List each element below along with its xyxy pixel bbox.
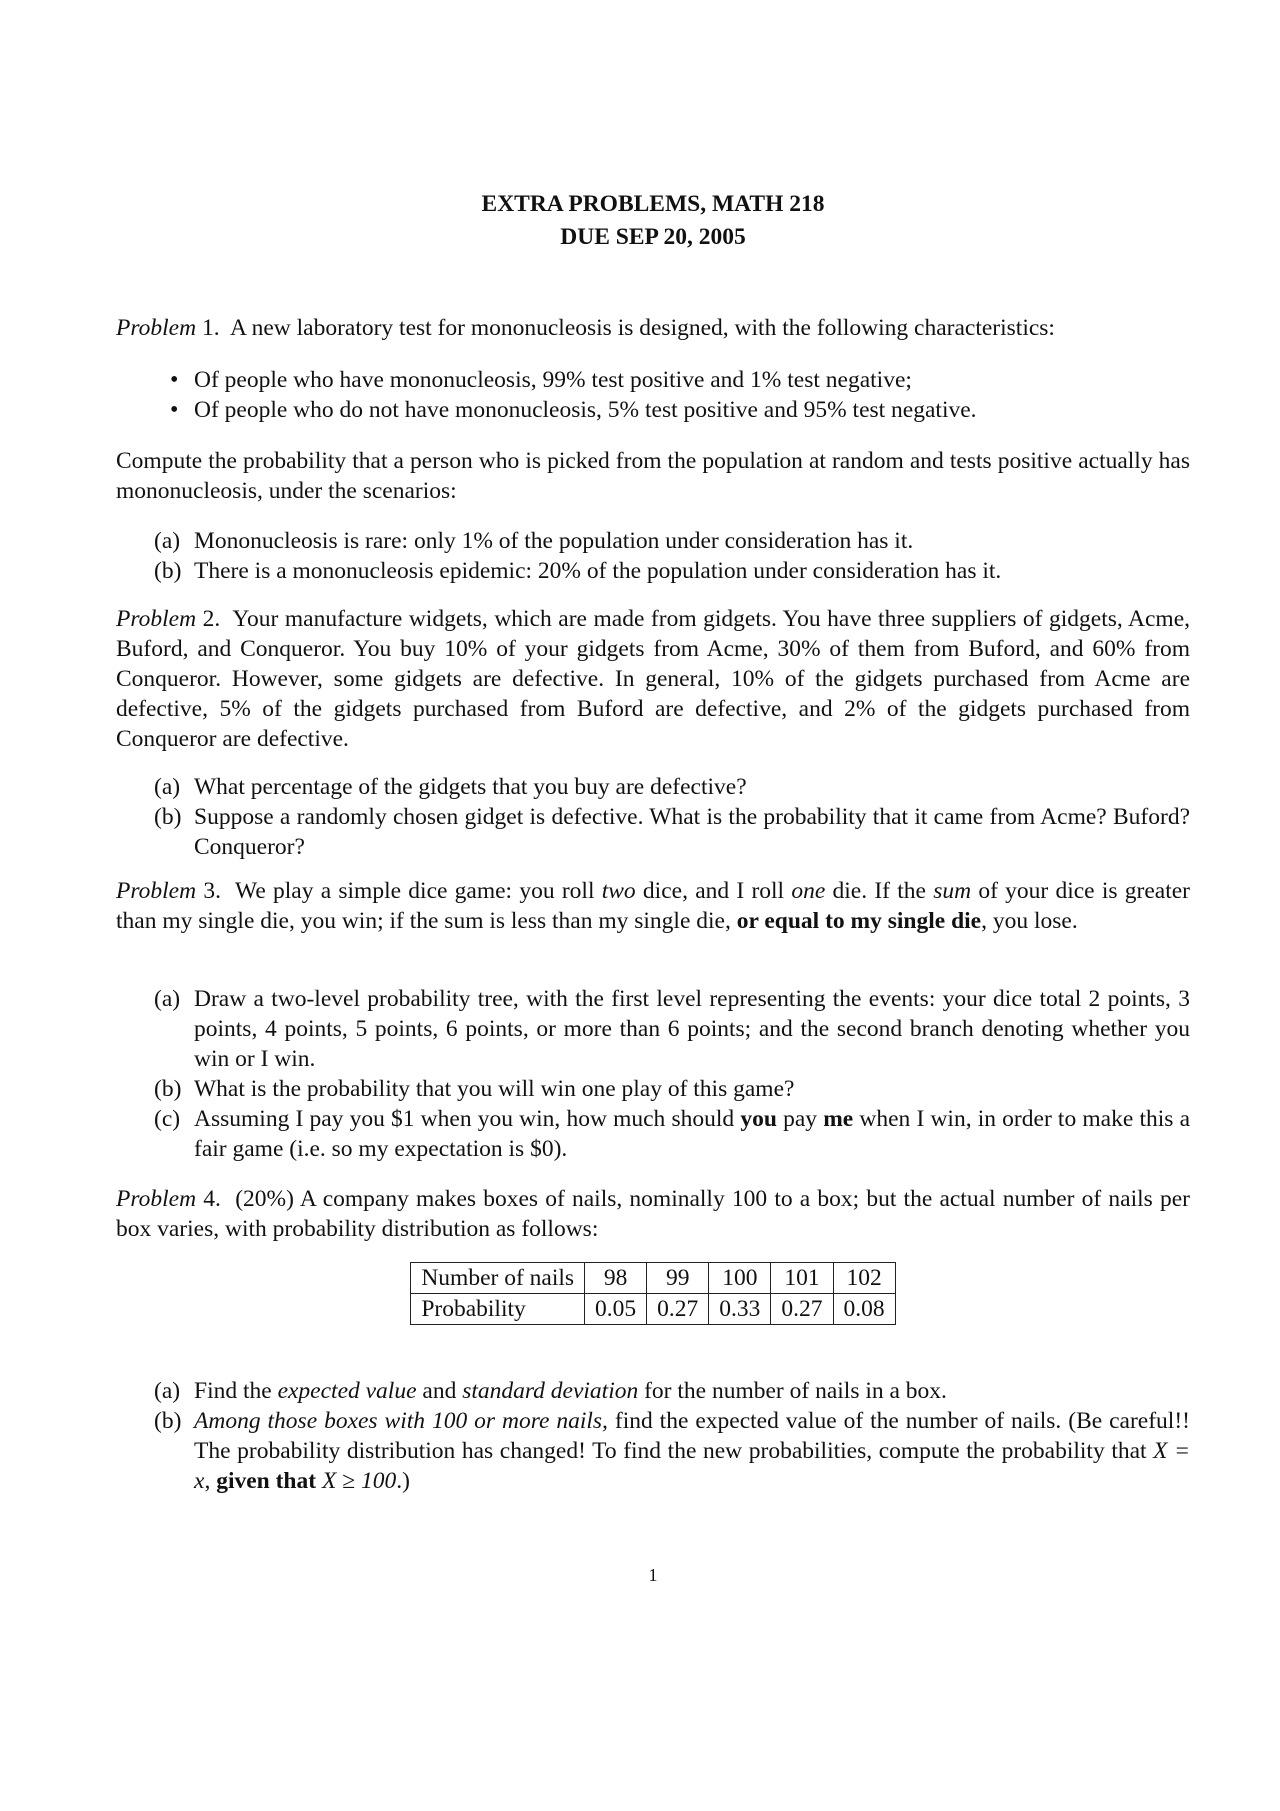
nails-distribution-table <box>410 1262 895 1325</box>
list-item: (a) Draw a two-level probability tree, with the first level representing the events: your dice total 2 points, 3 points, 4 points, 5 points, 6 points, or more than 6 points; and the second branch denoting whether you win or I win. <box>154 986 1190 1072</box>
problem-4-text: Problem 4. (20%) A company makes boxes of nails, nominally 100 to a box; but the actual number of nails per box varies, with probability distribution as follows: <box>116 1186 1190 1242</box>
problem-4 <box>116 1184 1190 1244</box>
list-item: (a) Find the expected value and standard deviation for the number of nails in a box. <box>154 1378 947 1404</box>
page-number: 1 <box>648 1565 658 1585</box>
problem-1 <box>116 313 1190 343</box>
problem-3 <box>116 876 1190 936</box>
problem-2-parts <box>116 772 1190 862</box>
problem-3-parts <box>116 984 1190 1164</box>
list-item: (b) There is a mononucleosis epidemic: 20% of the population under consideration has it. <box>154 558 1002 584</box>
table-cell: 0.33 <box>709 1294 771 1325</box>
table-row <box>411 1294 895 1325</box>
table-cell: 0.27 <box>771 1294 833 1325</box>
table-cell: 0.05 <box>585 1294 647 1325</box>
list-item: (a) What percentage of the gidgets that you buy are defective? <box>154 774 747 800</box>
table-cell: Number of nails <box>411 1263 585 1294</box>
list-item: (b) Among those boxes with 100 or more nails, find the expected value of the number of nails. (Be careful!! The probability distribution has changed! To find the new probabilities, compute the probability that X = x, given that X ≥ 100.) <box>154 1408 1190 1494</box>
table-cell: 101 <box>771 1263 833 1294</box>
problem-1-parts <box>116 526 1190 586</box>
document-title <box>116 188 1190 254</box>
title-line-1: EXTRA PROBLEMS, MATH 218 <box>481 191 825 217</box>
table-cell: 98 <box>585 1263 647 1294</box>
list-item: (c) Assuming I pay you $1 when you win, how much should you pay me when I win, in order to make this a fair game (i.e. so my expectation is $0). <box>154 1106 1190 1162</box>
problem-3-text: Problem 3. We play a simple dice game: you roll two dice, and I roll one die. If the sum of your dice is greater than my single die, you win; if the sum is less than my single die, or equal to my single die, you lose. <box>116 878 1190 934</box>
nails-table-wrap <box>116 1262 1190 1325</box>
problem-4-parts <box>116 1376 1190 1496</box>
list-item: (b) Suppose a randomly chosen gidget is defective. What is the probability that it came from Acme? Buford? Conqueror? <box>154 804 1190 860</box>
list-item: (b) What is the probability that you will win one play of this game? <box>154 1076 795 1102</box>
problem-1-intro: Problem 1. A new laboratory test for mononucleosis is designed, with the following characteristics: <box>116 315 1055 341</box>
problem-2-text: Problem 2. Your manufacture widgets, which are made from gidgets. You have three suppliers of gidgets, Acme, Buford, and Conqueror. You buy 10% of your gidgets from Acme, 30% of them from Buford, and 60% from Conqueror. However, some gidgets are defective. In general, 10% of the gidgets purchased from Acme are defective, 5% of the gidgets purchased from Buford are defective, and 2% of the gidgets purchased from Conqueror are defective. <box>116 606 1190 752</box>
table-cell: 100 <box>709 1263 771 1294</box>
title-line-2: DUE SEP 20, 2005 <box>560 224 746 250</box>
table-cell: 102 <box>833 1263 895 1294</box>
list-item: • Of people who do not have mononucleosis, 5% test positive and 95% test negative. <box>116 395 1190 425</box>
table-cell: 0.27 <box>647 1294 709 1325</box>
table-cell: Probability <box>411 1294 585 1325</box>
table-cell: 0.08 <box>833 1294 895 1325</box>
table-row <box>411 1263 895 1294</box>
list-item: • Of people who have mononucleosis, 99% test positive and 1% test negative; <box>116 365 1190 395</box>
table-cell: 99 <box>647 1263 709 1294</box>
problem-1-question: Compute the probability that a person who is picked from the population at random and tests positive actually has mononucleosis, under the scenarios: <box>116 448 1190 504</box>
list-item: (a) Mononucleosis is rare: only 1% of the population under consideration has it. <box>154 528 914 554</box>
problem-2 <box>116 604 1190 754</box>
problem-1-bullets <box>116 365 1190 425</box>
